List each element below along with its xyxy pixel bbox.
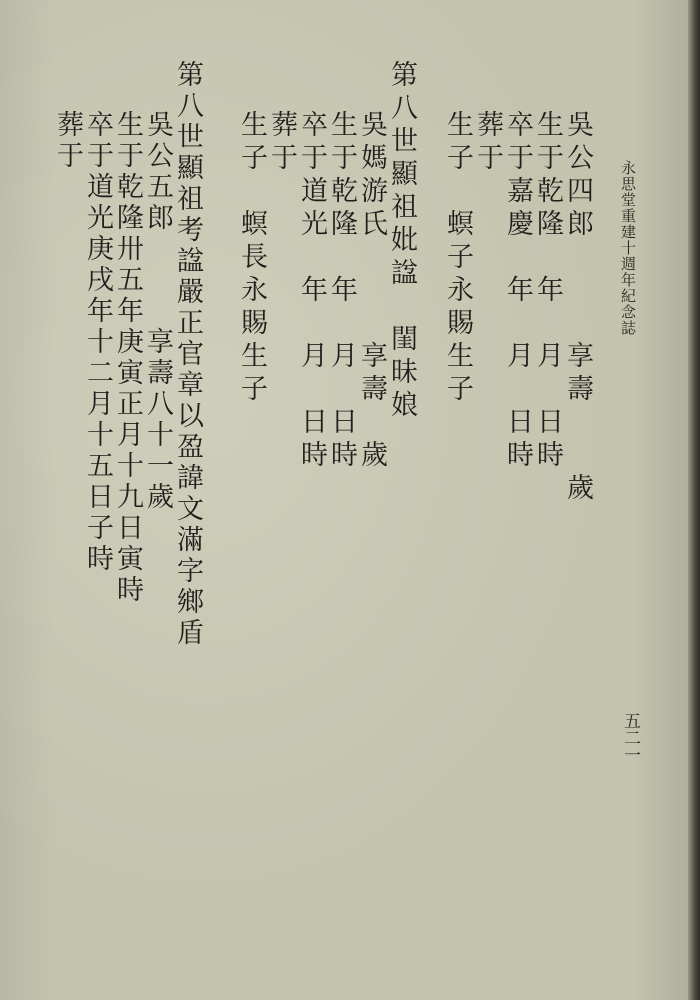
running-header: 永思堂重建十週年紀念誌	[619, 160, 637, 336]
text-line-sons-1: 生子 螟子永賜生子	[442, 110, 473, 407]
page-number: 五二一	[620, 712, 640, 763]
text-line-ancestress-title: 第八世顯祖妣諡 閨昧娘	[386, 60, 417, 423]
text-line-wu-gong-wulang: 吳公五郎 享壽八十一歲	[142, 110, 173, 513]
text-line-birth-3: 生于乾隆卅五年庚寅正月十九日寅時	[112, 110, 143, 606]
text-line-wu-ma-you: 吳媽游氏 享壽 歲	[356, 110, 387, 473]
text-line-death-3: 卒于道光庚戌年十二月十五日子時	[82, 110, 113, 575]
page-edge	[688, 0, 700, 1000]
text-line-death-2: 卒于道光 年 月 日時	[296, 110, 327, 473]
text-line-birth-2: 生于乾隆 年 月 日時	[326, 110, 357, 473]
text-line-burial-2: 葬于	[266, 110, 297, 176]
text-line-sons-2: 生子 螟長永賜生子	[236, 110, 267, 407]
text-line-burial-1: 葬于	[472, 110, 503, 176]
text-line-birth-1: 生于乾隆 年 月 日時	[532, 110, 563, 473]
text-line-ancestor-title: 第八世顯祖考諡嚴正官章以盈諱文滿字鄉盾	[172, 60, 203, 649]
text-line-wu-gong-silang: 吳公四郎 享壽 歲	[562, 110, 593, 506]
text-line-death-1: 卒于嘉慶 年 月 日時	[502, 110, 533, 473]
text-line-burial-3: 葬于	[52, 110, 83, 172]
